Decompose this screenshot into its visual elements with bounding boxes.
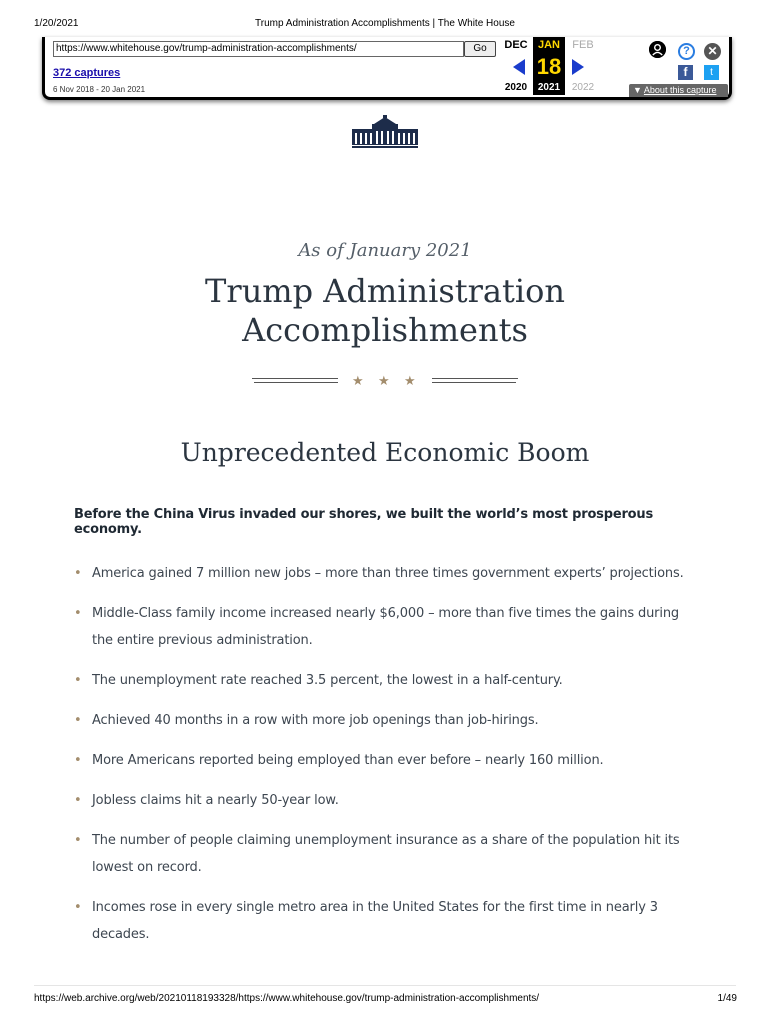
facebook-icon[interactable]: f: [678, 65, 693, 80]
list-item-text: Jobless claims hit a nearly 50-year low.: [92, 793, 339, 808]
list-item: [74, 707, 699, 734]
list-item-text: Achieved 40 months in a row with more job openings than job-hirings.: [92, 713, 539, 728]
list-item: [74, 827, 699, 881]
section-heading: Unprecedented Economic Boom: [180, 438, 590, 467]
print-date: 1/20/2021: [34, 18, 79, 29]
list-item-text: America gained 7 million new jobs – more than three times government experts’ projections.: [92, 566, 684, 581]
list-item: [74, 894, 699, 948]
print-page-number: 1/49: [717, 993, 737, 1004]
bullet-dot-icon: •: [74, 673, 82, 688]
list-item: [74, 667, 699, 694]
wayback-next-month[interactable]: FEB: [572, 39, 594, 51]
star-icon: ★: [378, 374, 390, 389]
list-item: [74, 560, 699, 587]
wayback-captures-link[interactable]: 372 captures: [53, 67, 121, 79]
about-capture-label: About this capture: [643, 85, 717, 95]
wayback-current-date: [533, 37, 565, 95]
next-arrow-icon[interactable]: [572, 59, 584, 75]
list-item-text: Middle-Class family income increased nearly $6,000 – more than five times the gains during the entire previous administration.: [92, 606, 680, 648]
section-intro: Before the China Virus invaded our shores, we built the world’s most prosperous economy.: [74, 507, 653, 537]
bullet-dot-icon: •: [74, 606, 82, 621]
wayback-toolbar: [42, 37, 732, 100]
divider-line-left-bottom: [254, 382, 338, 383]
list-item: [74, 600, 699, 654]
page-kicker: As of January 2021: [298, 240, 472, 261]
wayback-go-button[interactable]: Go: [464, 41, 496, 57]
title-divider: [252, 374, 518, 394]
list-item-text: The number of people claiming unemployment insurance as a share of the population hit its lowest on record.: [92, 833, 680, 875]
bullet-dot-icon: •: [74, 753, 82, 768]
list-item-text: Incomes rose in every single metro area in the United States for the first time in nearly 3 decades.: [92, 900, 658, 942]
about-capture-button[interactable]: ▼ About this capture: [629, 84, 728, 97]
list-item-text: The unemployment rate reached 3.5 percent, the lowest in a half-century.: [92, 673, 563, 688]
footer-divider: [34, 985, 736, 986]
bullet-dot-icon: •: [74, 833, 82, 848]
list-item: [74, 787, 699, 814]
wayback-current-year: 2021: [537, 82, 561, 93]
page-title: [0, 272, 770, 350]
wayback-next-year[interactable]: 2022: [571, 82, 595, 93]
user-icon[interactable]: [649, 41, 666, 58]
help-icon[interactable]: ?: [678, 43, 695, 60]
close-icon[interactable]: ✕: [704, 43, 721, 60]
divider-line-right-top: [432, 378, 518, 379]
accomplishments-list: [74, 560, 699, 961]
user-icon-graphic: [649, 41, 666, 58]
divider-line-right-bottom: [432, 382, 516, 383]
wayback-url-input[interactable]: [53, 41, 464, 57]
star-icon: ★: [404, 374, 416, 389]
list-item: [74, 747, 699, 774]
wayback-capture-range: 6 Nov 2018 - 20 Jan 2021: [53, 85, 146, 94]
bullet-dot-icon: •: [74, 900, 82, 915]
page-title-line-2: Accomplishments: [242, 311, 528, 349]
white-house-logo-icon[interactable]: [352, 115, 418, 148]
list-item-text: More Americans reported being employed than ever before – nearly 160 million.: [92, 753, 604, 768]
prev-arrow-icon[interactable]: [513, 59, 525, 75]
bullet-dot-icon: •: [74, 793, 82, 808]
bullet-dot-icon: •: [74, 713, 82, 728]
print-page-title: Trump Administration Accomplishments | The White House: [255, 18, 515, 29]
star-icon: ★: [352, 374, 364, 389]
wayback-prev-month[interactable]: DEC: [504, 39, 528, 51]
twitter-icon[interactable]: t: [704, 65, 719, 80]
page-title-line-1: Trump Administration: [205, 272, 565, 310]
wayback-current-month: JAN: [537, 39, 560, 51]
wayback-prev-year[interactable]: 2020: [504, 82, 528, 93]
print-url: https://web.archive.org/web/20210118193328/https://www.whitehouse.gov/trump-administration-accomplishments/: [34, 993, 540, 1004]
wayback-current-day: 18: [536, 54, 562, 79]
bullet-dot-icon: •: [74, 566, 82, 581]
divider-line-left-top: [252, 378, 338, 379]
